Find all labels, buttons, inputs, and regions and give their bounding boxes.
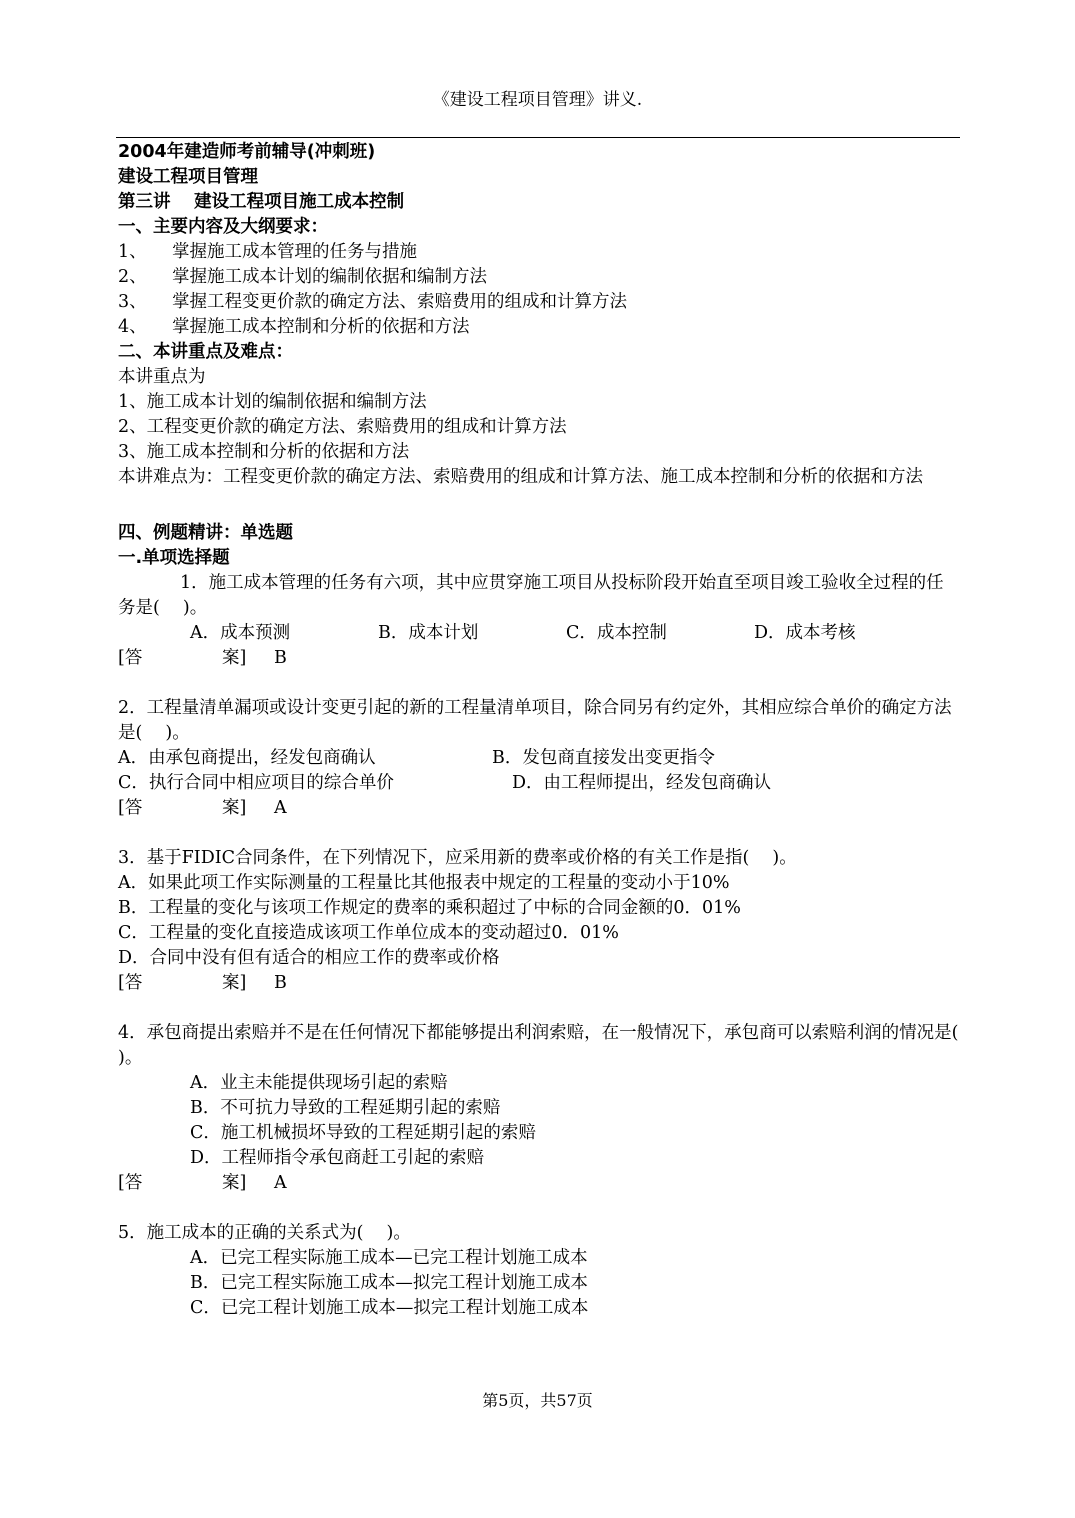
- question-options: [118, 771, 960, 796]
- option: C．执行合同中相应项目的综合单价: [118, 773, 394, 793]
- answer-value: A: [274, 1173, 287, 1193]
- option: B．发包商直接发出变更指令: [492, 748, 715, 768]
- spacer: [118, 1196, 960, 1221]
- option: A．由承包商提出，经发包商确认: [118, 748, 376, 768]
- answer-label: 案]: [222, 798, 247, 818]
- question-stem: 2．工程量清单漏项或设计变更引起的新的工程量清单项目，除合同另有约定外，其相应综合单价的确定方法是( )。: [118, 698, 952, 743]
- answer-label: [答: [118, 648, 143, 668]
- course-title: 2004年建造师考前辅导(冲刺班): [118, 142, 376, 162]
- section2-heading: 二、本讲重点及难点：: [118, 342, 293, 362]
- option: A．业主未能提供现场引起的索赔: [190, 1073, 448, 1093]
- outline-item-number: 4、: [118, 317, 147, 337]
- outline-item: [118, 265, 960, 290]
- answer-label: [答: [118, 973, 143, 993]
- document-body: [118, 140, 982, 1321]
- lecture-title: 第三讲 建设工程项目施工成本控制: [118, 192, 405, 212]
- running-header: 《建设工程项目管理》讲义.: [432, 90, 643, 110]
- key-points-intro: 本讲重点为: [118, 367, 206, 387]
- key-point: 1、施工成本计划的编制依据和编制方法: [118, 392, 427, 412]
- option: B．已完工程实际施工成本—拟完工程计划施工成本: [190, 1273, 588, 1293]
- option: B．工程量的变化与该项工作规定的费率的乘积超过了中标的合同金额的0．01%: [118, 898, 741, 918]
- answer-label: [答: [118, 1173, 143, 1193]
- question-options: [118, 746, 960, 771]
- answer-line: [118, 646, 960, 671]
- outline-item-number: 2、: [118, 267, 147, 287]
- spacer: [118, 490, 960, 515]
- answer-label: [答: [118, 798, 143, 818]
- page-footer: 第5页，共57页: [482, 1391, 593, 1410]
- option: B．不可抗力导致的工程延期引起的索赔: [190, 1098, 501, 1118]
- outline-item-text: 掌握施工成本管理的任务与措施: [172, 242, 417, 262]
- section4-heading: 四、例题精讲：单选题: [118, 523, 293, 543]
- question-stem: 1．施工成本管理的任务有六项，其中应贯穿施工项目从投标阶段开始直至项目竣工验收全过程的任务是( )。: [118, 573, 944, 618]
- answer-label: 案]: [222, 973, 247, 993]
- section1-heading: 一、主要内容及大纲要求：: [118, 217, 328, 237]
- subject-title: 建设工程项目管理: [118, 167, 258, 187]
- option: B．成本计划: [378, 623, 479, 643]
- answer-value: B: [274, 648, 287, 668]
- outline-item: [118, 315, 960, 340]
- outline-item: [118, 290, 960, 315]
- option: D．工程师指令承包商赶工引起的索赔: [190, 1148, 485, 1168]
- outline-item-text: 掌握施工成本控制和分析的依据和方法: [172, 317, 470, 337]
- option: A．如果此项工作实际测量的工程量比其他报表中规定的工程量的变动小于10%: [118, 873, 730, 893]
- option: C．成本控制: [566, 623, 667, 643]
- option: C．施工机械损坏导致的工程延期引起的索赔: [190, 1123, 536, 1143]
- option: D．合同中没有但有适合的相应工作的费率或价格: [118, 948, 500, 968]
- section4-subheading: 一.单项选择题: [118, 548, 230, 568]
- option: C．工程量的变化直接造成该项工作单位成本的变动超过0．01%: [118, 923, 619, 943]
- question-options: [118, 621, 960, 646]
- outline-item-number: 3、: [118, 292, 147, 312]
- spacer: [118, 821, 960, 846]
- header-rule: [116, 137, 960, 138]
- outline-item: [118, 240, 960, 265]
- answer-value: B: [274, 973, 287, 993]
- outline-item-text: 掌握工程变更价款的确定方法、索赔费用的组成和计算方法: [172, 292, 627, 312]
- answer-label: 案]: [222, 1173, 247, 1193]
- spacer: [118, 996, 960, 1021]
- difficulty-paragraph: 本讲难点为：工程变更价款的确定方法、索赔费用的组成和计算方法、施工成本控制和分析的依据和方法: [118, 467, 923, 487]
- answer-line: [118, 971, 960, 996]
- question-stem: 3．基于FIDIC合同条件，在下列情况下，应采用新的费率或价格的有关工作是指( )。: [118, 848, 797, 868]
- outline-item-number: 1、: [118, 242, 147, 262]
- spacer: [118, 671, 960, 696]
- outline-item-text: 掌握施工成本计划的编制依据和编制方法: [172, 267, 487, 287]
- option: D．成本考核: [754, 623, 856, 643]
- key-point: 2、工程变更价款的确定方法、索赔费用的组成和计算方法: [118, 417, 567, 437]
- key-point: 3、施工成本控制和分析的依据和方法: [118, 442, 410, 462]
- answer-line: [118, 1171, 960, 1196]
- option: A．已完工程实际施工成本—已完工程计划施工成本: [190, 1248, 588, 1268]
- answer-label: 案]: [222, 648, 247, 668]
- answer-line: [118, 796, 960, 821]
- question-stem: 5．施工成本的正确的关系式为( )。: [118, 1223, 411, 1243]
- option: C．已完工程计划施工成本—拟完工程计划施工成本: [190, 1298, 589, 1318]
- option: A．成本预测: [190, 623, 291, 643]
- question-stem: 4．承包商提出索赔并不是在任何情况下都能够提出利润索赔，在一般情况下，承包商可以索赔利润的情况是( )。: [118, 1023, 982, 1068]
- option: D．由工程师提出，经发包商确认: [512, 773, 772, 793]
- answer-value: A: [274, 798, 287, 818]
